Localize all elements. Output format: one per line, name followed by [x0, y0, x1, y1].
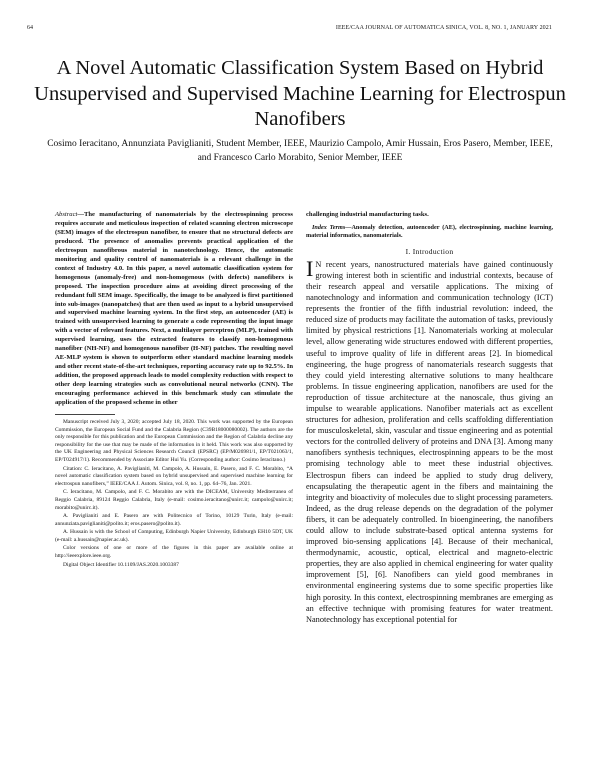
- paper-title: A Novel Automatic Classification System Based on Hybrid Unsupervised and Supervised Machine Learning for Electrospun Nanofibers: [34, 57, 566, 130]
- right-column: [306, 211, 553, 625]
- footnote-manuscript: Manuscript received July 3, 2020; accepted July 18, 2020. This work was supported by the European Commission, the European Social Fund and the Calabria Region (C39B18000080002). The authors are the only responsible for this publication and the European Commission and the Region of Calabria decline any responsibility for the use that may be made of the information in it held. This work was also supported by the UK Engineering and Physical Sciences Research Council (EPSRC) (EP/M026981/1, EP/T021063/1, EP/T024917/1). Recommended by Associate Editor Hui Yu. (Corresponding author: Cosimo Ieracitano.): [55, 418, 293, 463]
- running-header: [27, 25, 552, 35]
- abstract-label: Abstract: [55, 211, 78, 218]
- abstract-body: —The manufacturing of nanomaterials by the electrospinning process requires accurate and meticulous inspection of related scanning electron microscope (SEM) images of the electrospun nanofiber, to ensure that no structural defects are produced. The presence of anomalies prevents practical application of the electrospun nanofibrous material in nanotechnology. Hence, the automatic monitoring and quality control of nanomaterials is a relevant challenge in the context of Industry 4.0. In this paper, a novel automatic classification system for homogenous (anomaly-free) and non-homogenous (with defects) nanofibers is proposed. The inspection procedure aims at avoiding direct processing of the redundant full SEM image. Specifically, the image to be analyzed is first partitioned into sub-images (nanopatches) that are then used as input to a hybrid unsupervised and supervised machine learning system. In the first step, an autoencoder (AE) is trained with unsupervised learning to generate a code representing the input image with a vector of relevant features. Next, a multilayer perceptron (MLP), trained with supervised learning, uses the extracted features to classify non-homogenous nanofiber (NH-NF) and homogenous nanofiber (H-NF) patches. The resulting novel AE-MLP system is shown to outperform other standard machine learning models and other recent state-of-the-art techniques, reporting accuracy rate up to 92.5%. In addition, the proposed approach leads to model complexity reduction with respect to other deep learning strategies such as convolutional neural networks (CNN). The encouraging performance achieved in this benchmark study can stimulate the application of the proposed scheme in other: [55, 211, 293, 407]
- footnote-citation: Citation: C. Ieracitano, A. Paviglianiti, M. Campolo, A. Hussain, E. Pasero, and F. C. Morabito, “A novel automatic classification system based on hybrid unsupervised and supervised machine learning for electrospun nanofibers,” IEEE/CAA J. Autom. Sinica, vol. 8, no. 1, pp. 64–76, Jan. 2021.: [55, 465, 293, 487]
- journal-name: IEEE/CAA JOURNAL OF AUTOMATICA SINICA, VOL. 8, NO. 1, JANUARY 2021: [335, 25, 552, 31]
- footnotes: [55, 419, 293, 569]
- footnote-doi: Digital Object Identifier 10.1109/JAS.2020.1003387: [63, 561, 179, 568]
- footnote-divider: [55, 414, 115, 415]
- index-terms-label: Index Terms: [312, 223, 346, 231]
- section-heading: I. Introduction: [405, 246, 454, 256]
- abstract: [55, 211, 293, 408]
- introduction-body: N recent years, nanostructured materials have gained continuously growing interest both in scientific and industrial contexts, because of their research appeal and versatile applications. The mixing of nanotechnology and information and communication technology (ICT) represents the frontier of the fifth industrial revolution: indeed, the reduced size of products may facilitate the automation of tasks, previously limited by physical restrictions [1]. Nanomaterials working at molecular level, allow generating wide structures endowed with different properties, useful to improve quality of life in different areas [2]. In biomedical engineering, the huge progress of nanomaterials research suggests that they could yield interesting alternative solutions to many healthcare problems. In tissue engineering application, nanofibers are used for the reproduction of tissue architecture at the nanoscale, thus giving an impulse to wearable applications. Nanofiber materials act as excellent structures for adhesion, proliferation and cells scaffolding differentiation for musculoskeletal, skin, vascular and tissue engineering and as potential vectors for the controlled delivery of proteins and DNA [3]. Among many nanofibers synthesis techniques, electrospinning appears to be the most promising technology able to meet these industrial objectives. Electrospun fibers can indeed be applied to study drug delivery, encapsulating the therapeutic agent in the fibers and maintaining the integrity and bioactivity of molecules due to slight processing parameters. Indeed, as the drug release depends on the degradation of the polymer fibers, it can be adequately controlled. In bioengineering, the nanofibers could allow to include substrate-based optical antenna systems for improved bio-sensing applications [4]. Because of their mechanical, thermodynamic, acoustic, optical, electrical and magneto-electric properties, they are also applied in chemical engineering for water quality improvement [5], [6]. Nanofibers can yield good membranes in environmental engineering systems due to some specific properties like high porosity. In this context, electrospinning membranes are emerging as an effective technique with promising features for water treatment. Nanotechnology has exceptional potential for: [306, 259, 553, 624]
- introduction-text: [306, 255, 553, 625]
- footnote-color-note: Color versions of one or more of the figures in this paper are available online at http://ieeexplore.ieee.org.: [55, 545, 293, 560]
- index-terms: [306, 224, 553, 241]
- index-terms-text: —Anomaly detection, autoencoder (AE), electrospinning, machine learning, material informatics, nanomaterials.: [306, 223, 554, 240]
- abstract-continuation: challenging industrial manufacturing tasks.: [306, 211, 429, 218]
- page-number: 64: [27, 25, 33, 31]
- author-list: Cosimo Ieracitano, Annunziata Paviglianiti, Student Member, IEEE, Maurizio Campolo, Amir Hussain, Eros Pasero, Member, IEEE, and Francesco Carlo Morabito, Senior Member, IEEE: [47, 139, 553, 163]
- drop-cap: I: [306, 255, 314, 281]
- footnote-affiliation-2: A. Paviglianiti and E. Pasero are with Politecnico of Torino, 10129 Turin, Italy (e-mail: annunziata.paviglianiti@polito.it; eros.pasero@polito.it).: [55, 513, 293, 527]
- footnote-affiliation-1: C. Ieracitano, M. Campolo, and F. C. Morabito are with the DICEAM, University Mediterranea of Reggio Calabria, 89124 Reggio Calabria, Italy (e-mail: cosimo.ieracitano@unirc.it; campolo@unirc.it; morabito@unirc.it).: [55, 489, 293, 511]
- left-column: [55, 211, 293, 570]
- footnote-affiliation-3: A. Hussain is with the School of Computing, Edinburgh Napier University, Edinburgh EH10 5DT, UK (e-mail: a.hussain@napier.ac.uk).: [55, 529, 293, 543]
